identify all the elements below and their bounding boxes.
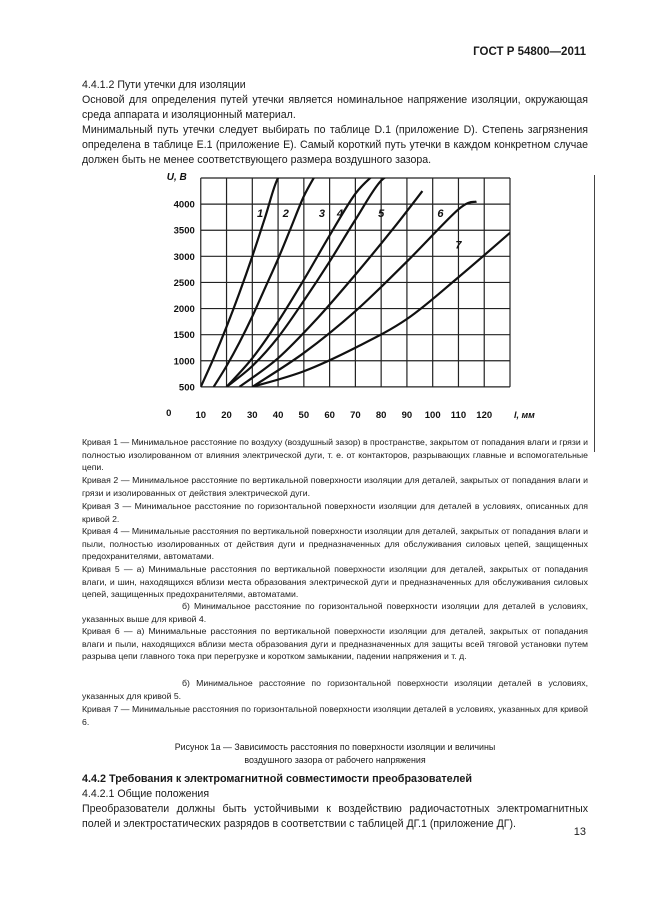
x-tick-label: 10 — [195, 410, 207, 421]
section-4412-para2: Минимальный путь утечки следует выбирать по таблице D.1 (приложение D). Степень загрязнения определена в таблице Е.1 (приложение Е). Самый короткий путь утечки в каждом конкретном случае должен быть не менее соответствующего размера воздушного зазора. — [82, 124, 588, 166]
y-tick-label: 500 — [178, 382, 195, 394]
x-tick-label: 40 — [272, 410, 284, 421]
curve-5 — [239, 191, 422, 387]
x-tick-label: 30 — [247, 410, 258, 421]
x-tick-label: 20 — [221, 410, 232, 421]
section-4412-title: 4.4.1.2 Пути утечки для изоляции — [82, 79, 246, 91]
y-tick-label: 1000 — [173, 356, 195, 368]
origin-label: 0 — [166, 408, 172, 419]
y-tick-label: 3500 — [173, 225, 195, 237]
curve-label-3: 3 — [318, 208, 325, 221]
caption-curve-2: Кривая 2 — Минимальное расстояние по вертикальной поверхности изоляции для деталей, закрытых от попадания влаги и грязи и изолированных от действия электрической дуги. — [82, 475, 588, 498]
x-axis-label: l, мм — [514, 410, 535, 420]
caption-curve-4: Кривая 4 — Минимальные расстояния по вертикальной поверхности изоляции для деталей, закрытых от попадания влаги и пыли, полностью изолированных от действия дуги и предназначенных для обслуживания силовых цепей, защищенных предохранителями, автоматами. — [82, 526, 588, 562]
document-id-header: ГОСТ Р 54800—2011 — [473, 46, 586, 58]
curve-1 — [201, 173, 291, 387]
y-tick-label: 2500 — [173, 277, 195, 289]
section-4412-para1: Основой для определения путей утечки является номинальное напряжение изоляции, окружающая среда аппарата и изоляционный материал. — [82, 94, 588, 121]
voltage-distance-chart — [120, 170, 535, 435]
y-tick-label: 4000 — [173, 199, 195, 211]
y-axis-label: U, В — [166, 172, 187, 183]
caption-curve-3: Кривая 3 — Минимальное расстояние по горизонтальной поверхности изоляции для деталей в условиях, описанных для кривой 2. — [82, 501, 588, 524]
caption-curve-5a: Кривая 5 — а) Минимальные расстояния по вертикальной поверхности изоляции для деталей, закрытых от попадания влаги, и шин, находящихся вблизи места образования электрической дуги и предназначенных для обслуживания силовых цепей, защищенных предохранителями, автоматами. — [82, 564, 588, 600]
x-tick-label: 70 — [350, 410, 361, 421]
caption-curve-5b: б) Минимальное расстояние по горизонтальной поверхности изоляции для деталей в условиях, указанных выше для кривой 4. — [82, 601, 588, 624]
section-442-subtitle: 4.4.2.1 Общие положения — [82, 788, 210, 800]
curve-label-2: 2 — [282, 208, 289, 221]
x-tick-label: 90 — [401, 410, 413, 421]
section-442-para: Преобразователи должны быть устойчивыми к воздействию радиочастотных электромагнитных полей и электростатических разрядов в соответствии с таблицей ДГ.1 (приложение ДГ). — [82, 803, 588, 830]
figure-title-line1: Рисунок 1а — Зависимость расстояния по поверхности изоляции и величины — [174, 742, 496, 752]
section-442-title: 4.4.2 Требования к электромагнитной совместимости преобразователей — [82, 773, 473, 785]
curve-label-5: 5 — [378, 208, 385, 221]
curve-6 — [252, 202, 476, 387]
caption-curve-6a: Кривая 6 — а) Минимальные расстояния по вертикальной поверхности изоляции для деталей, закрытых от попадания влаги и пыли, находящихся вблизи места образования дуги и предназначенных для защиты всей тяговой установки путем разрыва цепи главного тока при перегрузке и коротком замыкании, падении напряжения и т. д. — [82, 626, 588, 662]
x-tick-label: 80 — [375, 410, 387, 421]
x-tick-label: 50 — [298, 410, 310, 421]
x-tick-label: 100 — [424, 410, 441, 421]
margin-rule — [594, 175, 595, 452]
curve-label-7: 7 — [455, 239, 462, 252]
caption-curve-6b: б) Минимальное расстояние по горизонтальной поверхности изоляции деталей в условиях, указанных для кривой 5. — [82, 678, 588, 701]
curve-label-4: 4 — [336, 208, 343, 221]
page-number: 13 — [573, 826, 586, 838]
x-tick-label: 120 — [476, 410, 493, 421]
caption-curve-7: Кривая 7 — Минимальные расстояния по горизонтальной поверхности изоляции деталей в условиях, указанных для кривой 6. — [82, 704, 588, 727]
y-tick-label: 3000 — [173, 251, 195, 263]
x-tick-label: 110 — [450, 410, 467, 421]
x-tick-label: 60 — [324, 410, 335, 421]
figure-title-line2: воздушного зазора от рабочего напряжения — [244, 755, 426, 765]
curve-label-6: 6 — [437, 208, 444, 221]
caption-curve-1: Кривая 1 — Минимальное расстояние по воздуху (воздушный зазор) в пространстве, закрытом от попадания влаги и грязи и полностью изолированном от влияния электрической дуги, т. е. от контакторов, разрывающих главные и вспомогательные цепи. — [82, 437, 588, 473]
curve-label-1: 1 — [256, 208, 264, 221]
y-tick-label: 2000 — [173, 304, 195, 316]
y-tick-label: 1500 — [173, 330, 195, 342]
